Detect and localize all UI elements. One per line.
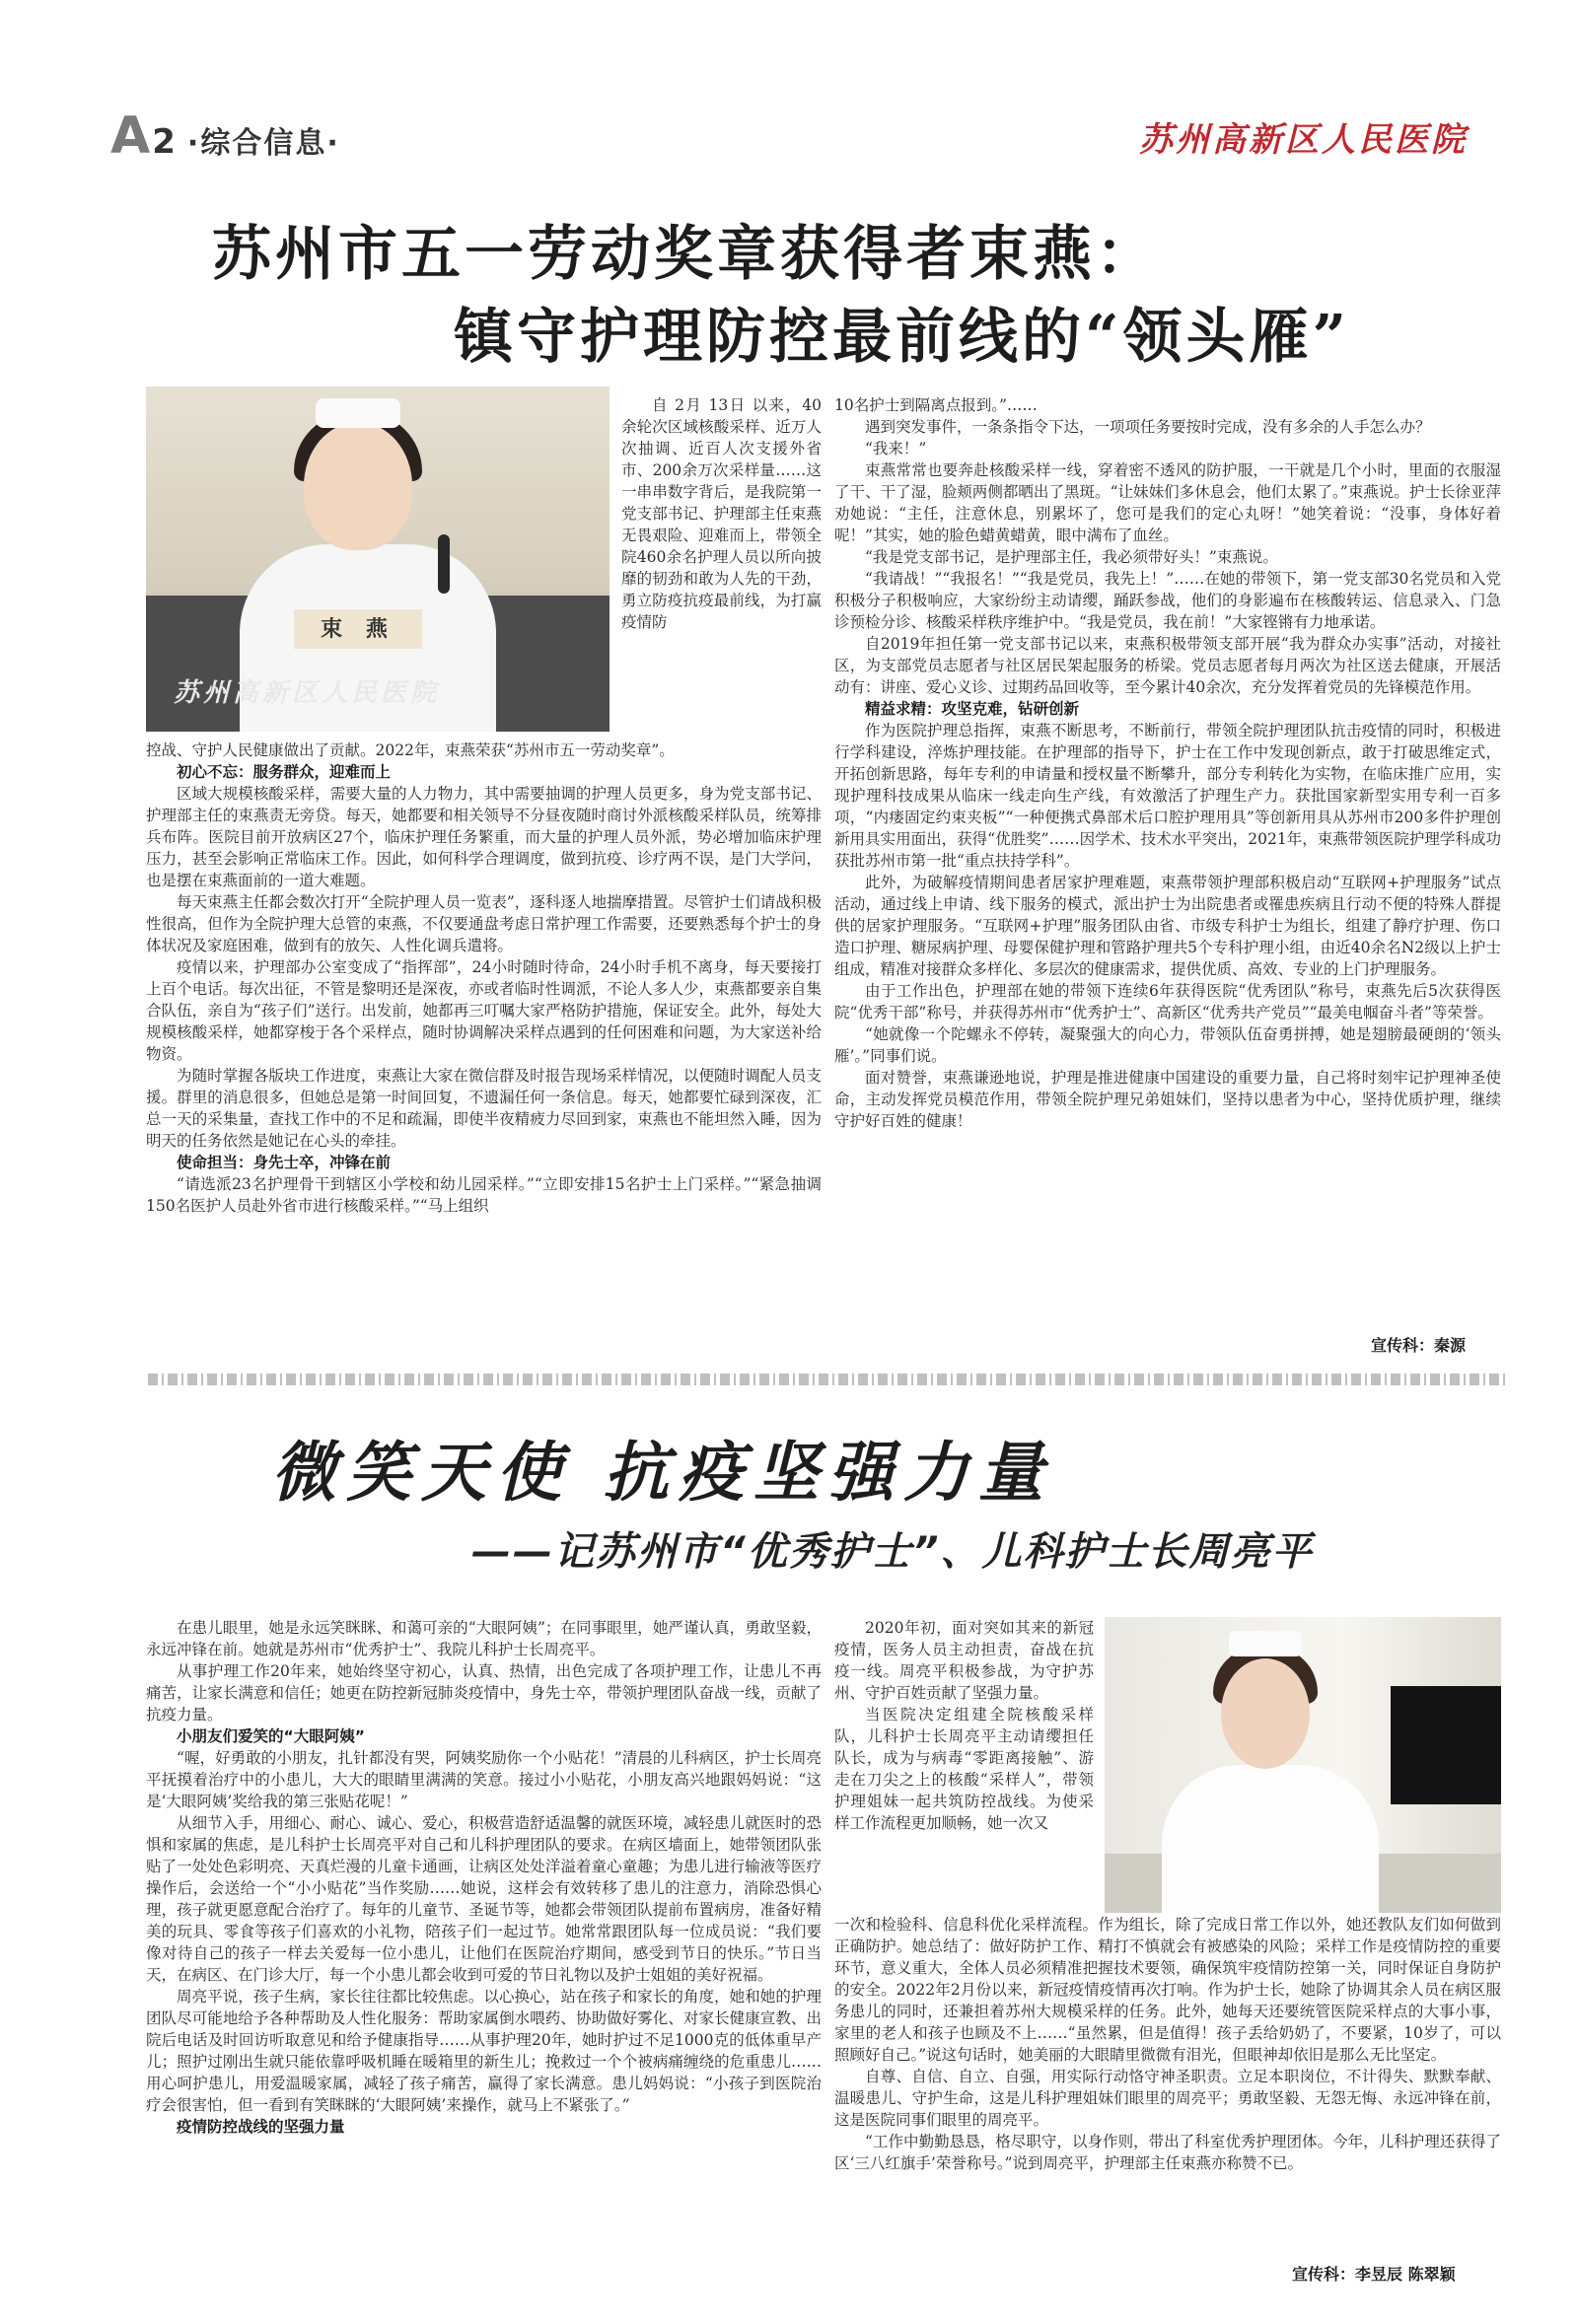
computer-monitor — [1391, 1686, 1501, 1804]
article2-photo — [1105, 1617, 1501, 1913]
page-tag — [110, 106, 340, 166]
paragraph: 束燕常常也要奔赴核酸采样一线，穿着密不透风的防护服，一干就是几个小时，里面的衣服湿了干、干了湿，脸颊两侧都晒出了黑斑。“让妹妹们多休息会，他们太累了。”束燕说。护士长徐亚萍劝她说：“主任，注意休息，别累坏了，您可是我们的定心丸呀！”她笑着说：“没事，身体好着呢！”其实，她的脸色蜡黄蜡黄，眼中满布了血丝。 — [834, 461, 1501, 544]
section-divider — [148, 1373, 1509, 1385]
paragraph: 每天束燕主任都会数次打开“全院护理人员一览表”，逐科逐人地揣摩措置。尽管护士们请战积极性很高，但作为全院护理大总管的束燕，不仅要通盘考虑日常护理工作需要，还要熟悉每个护士的身体状况及家庭困难，做到有的放矢、人性化调兵遣将。 — [146, 893, 822, 954]
article1-intro — [621, 394, 822, 633]
hospital-logo: 苏州高新区人民医院 — [1139, 120, 1468, 160]
section-heading: 初心不忘：服务群众，迎难而上 — [177, 763, 392, 781]
paragraph: 区域大规模核酸采样，需要大量的人力物力，其中需要抽调的护理人员更多，身为党支部书记、护理部主任的束燕责无旁贷。每天，她都要和相关领导不分昼夜随时商讨外派核酸采样队员，统筹排兵布阵。医院目前开放病区27个，临床护理任务繁重，而大量的护理人员外派，势必增加临床护理压力，甚至会影响正常临床工作。因此，如何科学合理调度，做到抗疫、诊疗两不误，是门大学问，也是摆在束燕面前的一道大难题。 — [146, 785, 822, 889]
article1-title-line1: 苏州市五一劳动奖章获得者束燕： — [212, 220, 1159, 289]
page-masthead — [110, 106, 1468, 166]
paragraph: 从事护理工作20年来，她始终坚守初心，认真、热情，出色完成了各项护理工作，让患儿不再痛苦，让家长满意和信任；她更在防控新冠肺炎疫情中，身先士卒，带领护理团队奋战一线，贡献了抗疫力量。 — [146, 1662, 822, 1724]
paragraph: 周亮平说，孩子生病，家长往往都比较焦虑。以心换心，站在孩子和家长的角度，她和她的护理团队尽可能地给予各种帮助及人性化服务：帮助家属倒水喂药、协助做好雾化、对家长健康宣教、出院后电话及时回访听取意见和给予健康指导……从事护理20年，她时护过不足1000克的低体重早产儿；照护过刚出生就只能依靠呼吸机睡在暖箱里的新生儿；挽救过一个个被病痛缠绕的危重患儿……用心呵护患儿，用爱温暖家属，减轻了孩子痛苦，赢得了家长满意。患儿妈妈说：“小孩子到医院治疗会很害怕，但一看到有笑眯眯的‘大眼阿姨’来操作，就马上不紧张了。” — [146, 1988, 822, 2114]
paragraph: 由于工作出色，护理部在她的带领下连续6年获得医院“优秀团队”称号，束燕先后5次获得医院“优秀干部”称号，并获得苏州市“优秀护士”、高新区“优秀共产党员”“最美电帼奋斗者”等荣誉。 — [834, 982, 1501, 1021]
article1-title-line2: 镇守护理防控最前线的“领头雁” — [454, 303, 1351, 372]
article2-subtitle: ——记苏州市“优秀护士”、儿科护士长周亮平 — [471, 1529, 1314, 1575]
paragraph: “请选派23名护理骨干到辖区小学校和幼儿园采样。”“立即安排15名护士上门采样。”“紧急抽调150名医护人员赴外省市进行核酸采样。”“马上组织 — [146, 1175, 822, 1215]
section-heading: 疫情防控战线的坚强力量 — [177, 2118, 345, 2136]
section-heading: 小朋友们爱笑的“大眼阿姨” — [177, 1727, 365, 1745]
paragraph: 在患儿眼里，她是永远笑眯眯、和蔼可亲的“大眼阿姨”；在同事眼里，她严谨认真，勇敢坚毅，永远冲锋在前。她就是苏州市“优秀护士”、我院儿科护士长周亮平。 — [146, 1619, 822, 1658]
article1-right-column — [834, 394, 1501, 1132]
paragraph: 10名护士到隔离点报到。”…… — [834, 396, 1038, 414]
nurse-figure-head — [304, 422, 412, 550]
nurse-cap — [1229, 1631, 1302, 1656]
paragraph: “她就像一个陀螺永不停转，凝聚强大的向心力，带领队伍奋勇拼搏，她是翅膀最硬朗的‘领头雁’。”同事们说。 — [834, 1025, 1501, 1065]
article2-right-column — [834, 1914, 1501, 2174]
paragraph: “我来！” — [865, 440, 927, 458]
paragraph: 面对赞誉，束燕谦逊地说，护理是推进健康中国建设的重要力量，自己将时刻牢记护理神圣使命，主动发挥党员模范作用，带领全院护理兄弟姐妹们，坚持以患者为中心，坚持优质护理，继续守护好百姓的健康！ — [834, 1069, 1501, 1130]
paragraph: 此外，为破解疫情期间患者居家护理难题，束燕带领护理部积极启动“互联网+护理服务”试点活动，通过线上申请、线下服务的模式，派出护士为出院患者或罹患疾病且行动不便的特殊人群提供的居家护理服务。“互联网+护理”服务团队由省、市级专科护士为组长，组建了静疗护理、伤口造口护理、糖尿病护理、母婴保健护理和管路护理共5个专科护理小组，由近40余名N2级以上护士组成，精准对接群众多样化、多层次的健康需求，提供优质、高效、专业的上门护理服务。 — [834, 874, 1501, 978]
paragraph: 从细节入手，用细心、耐心、诚心、爱心，积极营造舒适温馨的就医环境，减轻患儿就医时的恐惧和家属的焦虑，是儿科护士长周亮平对自己和儿科护理团队的要求。在病区墙面上，她带领团队张贴了一处处色彩明亮、天真烂漫的儿童卡通画，让病区处处洋溢着童心童趣；为患儿进行输液等医疗操作后，会送给一个“小小贴花”当作奖励……她说，这样会有效转移了患儿的注意力，消除恐惧心理，孩子就更愿意配合治疗了。每年的儿童节、圣诞节等，她都会带领团队提前布置病房，准备好精美的玩具、零食等孩子们喜欢的小礼物，陪孩子们一起过节。她常常跟团队每一位成员说：“我们要像对待自己的孩子一样去关爱每一位小患儿，让他们在医院治疗期间，感受到节日的快乐。”节日当天，在病区、在门诊大厅，每一个小患儿都会收到可爱的节日礼物以及护士姐姐的美好祝福。 — [146, 1814, 822, 1984]
paragraph: 当医院决定组建全院核酸采样队，儿科护士长周亮平主动请缨担任队长，成为与病毒“零距离接触”、游走在刀尖之上的核酸“采样人”，带领护理姐妹一起共筑防控战线。为使采样工作流程更加顺畅，她一次又 — [834, 1706, 1094, 1832]
paragraph: 一次和检验科、信息科优化采样流程。作为组长，除了完成日常工作以外，她还教队友们如何做到正确防护。她总结了：做好防护工作、精打不慎就会有被感染的风险；采样工作是疫情防控的重要环节，意义重大，全体人员必须精准把握技术要领，确保筑牢疫情防控第一关，同时保证自身防护的安全。2022年2月份以来，新冠疫情疫情再次打响。作为护士长，她除了协调其余人员在病区服务患儿的同时，还兼担着苏州大规模采样的任务。此外，她每天还要统管医院采样点的大事小事，家里的老人和孩子也顾及不上……“虽然累，但是值得！孩子丢给奶奶了，不要紧，10岁了，可以照顾好自己。”说这句话时，她美丽的大眼睛里微微有泪光，但眼神却依旧是那么无比坚定。 — [834, 1916, 1501, 2064]
article2-byline: 宣传科：李昱辰 陈翠颖 — [1292, 2265, 1456, 2284]
paragraph: 为随时掌握各版块工作进度，束燕让大家在微信群及时报告现场采样情况，以便随时调配人员支援。群里的消息很多，但她总是第一时间回复，不遗漏任何一条信息。每天，她都要忙碌到深夜，汇总一天的采集量，查找工作中的不足和疏漏，即使半夜精疲力尽回到家，束燕也不能坦然入睡，因为明天的任务依然是她记在心头的牵挂。 — [146, 1067, 822, 1150]
microphone-icon — [438, 534, 450, 594]
paragraph: “喔，好勇敢的小朋友，扎针都没有哭，阿姨奖励你一个小贴花！”清晨的儿科病区，护士长周亮平抚摸着治疗中的小患儿，大大的眼睛里满满的笑意。接过小小贴花，小朋友高兴地跟妈妈说：“这是‘大眼阿姨’奖给我的第三张贴花呢！” — [146, 1749, 822, 1810]
photo-podium-text: 苏州高新区人民医院 — [174, 678, 441, 708]
article2-right-top-column — [834, 1617, 1094, 1834]
page-number: 2 — [152, 122, 176, 162]
paragraph: “我是党支部书记，是护理部主任，我必须带好头！”束燕说。 — [865, 548, 1278, 566]
article1-intro-text: 自 2月 13日 以来，40余轮次区域核酸采样、近万人次抽调、近百人次支援外省市、200余万次采样量……这一串串数字背后，是我院第一党支部书记、护理部主任束燕无畏艰险、迎难而上，带领全院460余名护理人员以所向披靡的韧劲和敢为人先的干劲，勇立防疫抗疫最前线，为打赢疫情防 — [621, 396, 822, 631]
paragraph: 自2019年担任第一党支部书记以来，束燕积极带领支部开展“我为群众办实事”活动，对接社区，为支部党员志愿者与社区居民架起服务的桥梁。党员志愿者每月两次为社区送去健康，开展活动有：讲座、爱心义诊、过期药品回收等，至今累计40余次，充分发挥着党员的先锋模范作用。 — [834, 635, 1501, 696]
section-heading: 使命担当：身先士卒，冲锋在前 — [177, 1154, 392, 1171]
paragraph: 2020年初，面对突如其来的新冠疫情，医务人员主动担责，奋战在抗疫一线。周亮平积极参战，为守护苏州、守护百姓贡献了坚强力量。 — [834, 1619, 1094, 1702]
paragraph: “我请战！”“我报名！”“我是党员，我先上！”……在她的带领下，第一党支部30名党员和入党积极分子积极响应，大家纷纷主动请缨，踊跃参战，他们的身影遍布在核酸转运、信息录入、门急诊预检分诊、核酸采样秩序维护中。“我是党员，我在前！”大家铿锵有力地承诺。 — [834, 570, 1501, 631]
nurse-figure-body — [1162, 1765, 1379, 1913]
photo-name-card: 束 燕 — [294, 609, 422, 649]
article1-byline: 宣传科：秦源 — [1371, 1336, 1467, 1355]
section-heading: 精益求精：攻坚克难，钻研创新 — [865, 700, 1080, 718]
article1-photo — [146, 387, 610, 732]
paragraph: 遇到突发事件，一条条指令下达，一项项任务要按时完成，没有多余的人手怎么办？ — [865, 418, 1431, 436]
section-name: ·综合信息· — [186, 126, 340, 161]
paragraph: 疫情以来，护理部办公室变成了“指挥部”，24小时随时待命，24小时手机不离身，每天要接打上百个电话。每次出征，不管是黎明还是深夜，亦或者临时性调派，不论人多人少，束燕都要亲自集合队伍，亲自为“孩子们”送行。出发前，她都再三叮嘱大家严格防护措施，保证安全。此外，每处大规模核酸采样，她都穿梭于各个采样点，随时协调解决采样点遇到的任何困难和问题，为大家送补给物资。 — [146, 958, 822, 1063]
article1-left-column — [146, 739, 822, 1217]
nurse-cap — [316, 398, 400, 428]
article2-left-column — [146, 1617, 822, 2138]
paragraph: 自尊、自信、自立、自强，用实际行动恪守神圣职责。立足本职岗位，不计得失、默默奉献、温暖患儿、守护生命，这是儿科护理姐妹们眼里的周亮平；勇敢坚毅、无怨无悔、永远冲锋在前，这是医院同事们眼里的周亮平。 — [834, 2068, 1501, 2129]
paragraph: “工作中勤勤恳恳，格尽职守，以身作则，带出了科室优秀护理团体。今年，儿科护理还获得了区‘三八红旗手’荣誉称号。”说到周亮平，护理部主任束燕亦称赞不已。 — [834, 2133, 1501, 2172]
paragraph: 控战、守护人民健康做出了贡献。2022年，束燕荣获“苏州市五一劳动奖章”。 — [146, 741, 675, 759]
page-letter: A — [110, 106, 151, 166]
nurse-figure-head — [1221, 1658, 1310, 1769]
article2-title: 微笑天使 抗疫坚强力量 — [271, 1435, 1053, 1511]
paragraph: 作为医院护理总指挥，束燕不断思考，不断前行，带领全院护理团队抗击疫情的同时，积极进行学科建设，淬炼护理技能。在护理部的指导下，护士在工作中发现创新点，敢于打破思维定式，开拓创新思路，每年专利的申请量和授权量不断攀升，部分专利转化为实物，在临床推广应用，实现护理科技成果从临床一线走向生产线，有效激活了护理生产力。获批国家新型实用专利一百多项，“内瘘固定约束夹板”“一种便携式鼻部术后口腔护理用具”等创新用具从苏州市200多件护理创新用具实用面出，获得“优胜奖”……因学术、技术水平突出，2021年，束燕带领医院护理学科成功获批苏州市第一批“重点扶持学科”。 — [834, 722, 1501, 870]
